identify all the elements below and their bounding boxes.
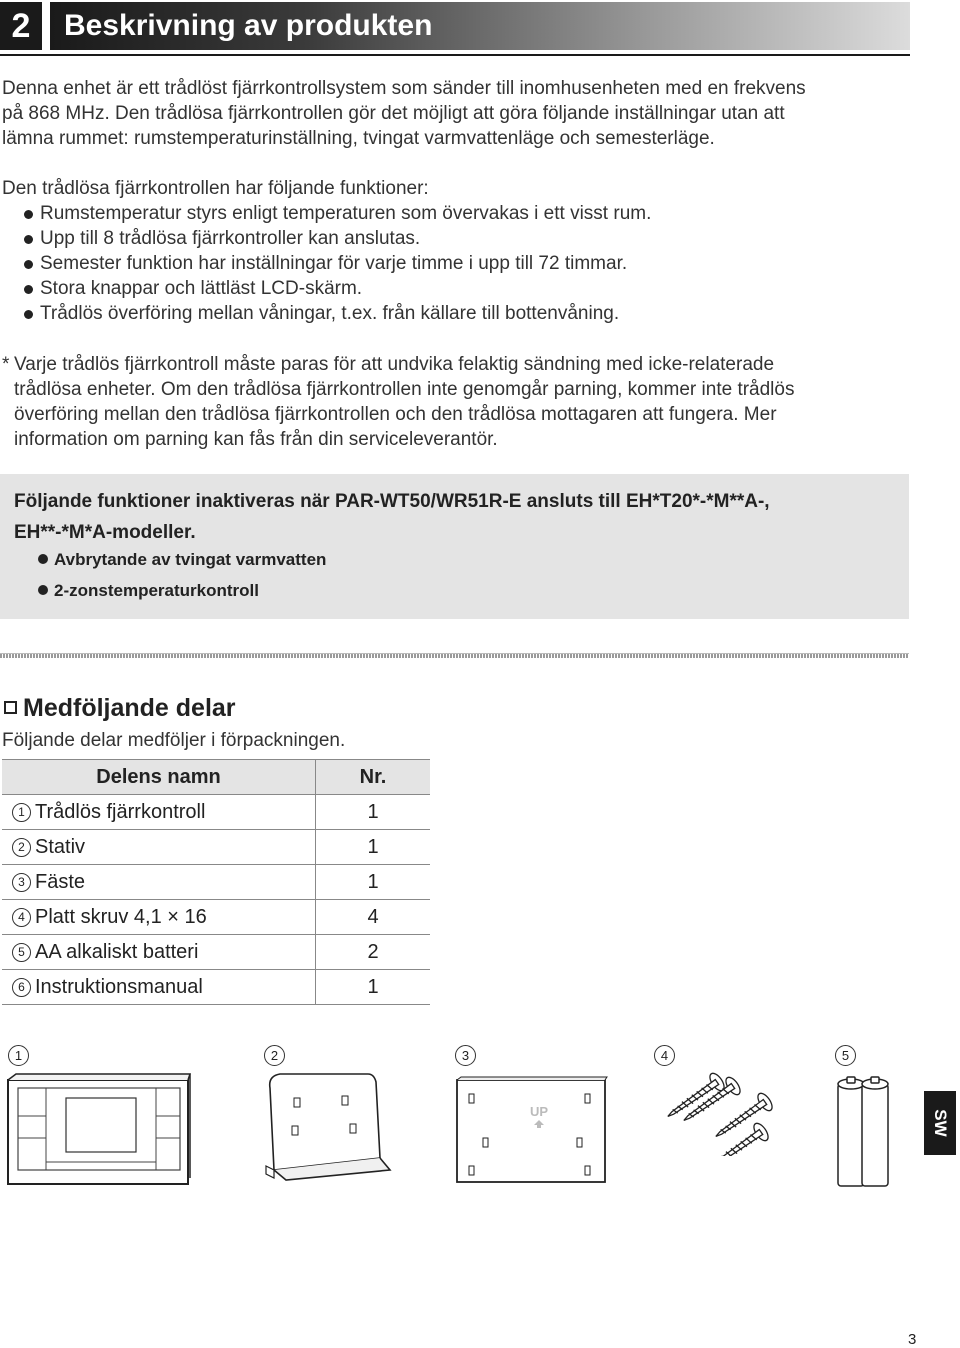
functions-lead: Den trådlösa fjärrkontrollen har följande funktioner: [2,178,429,199]
square-icon [4,701,17,714]
stand-illustration [264,1070,394,1182]
pairing-note [2,352,907,452]
illustration-label: 1 [8,1045,29,1066]
bullet-icon [38,554,48,564]
dotted-divider [0,653,909,658]
chapter-title-bar [50,2,910,50]
table-row [2,830,430,865]
table-row [2,935,430,970]
list-item: Trådlös överföring mellan våningar, t.ex. från källare till bottenvåning. [2,301,912,326]
column-header-name: Delens namn [2,760,316,795]
parts-subtitle: Följande delar medföljer i förpackningen. [2,730,346,751]
table-row [2,900,430,935]
intro-paragraph [2,76,912,151]
header-rule [0,54,910,56]
list-item: Stora knappar och lättläst LCD-skärm. [2,276,912,301]
item-qty: 1 [316,830,431,865]
item-qty: 2 [316,935,431,970]
note-line: överföring mellan den trådlösa fjärrkontrollen och den trådlösa mottagaren att fungera. Mer [14,404,777,425]
table-header-row [2,760,430,795]
notice-title-line: EH**-*M*A-modeller. [14,522,196,543]
chapter-header [0,2,910,52]
parts-table [2,759,430,1005]
item-name: Stativ [35,835,86,858]
item-qty: 1 [316,795,431,830]
chapter-number: 2 [0,2,42,50]
note-line: trådlösa enheter. Om den trådlösa fjärrkontrollen inte genomgår parning, kommer inte trådlös [14,379,795,400]
chapter-title: Beskrivning av produkten [64,9,433,42]
table-row [2,970,430,1005]
intro-line: Denna enhet är ett trådlöst fjärrkontrollsystem som sänder till inomhusenheten med en frekvens [2,78,806,99]
table-row [2,795,430,830]
table-row [2,865,430,900]
item-number: 6 [12,978,31,997]
language-tab: SW [924,1091,956,1155]
notice-item: 2-zonstemperaturkontroll [38,581,259,601]
item-number: 5 [12,943,31,962]
intro-line: lämna rummet: rumstemperaturinställning, tvingat varmvattenläge och semesterläge. [2,128,715,149]
remote-controller-illustration [6,1072,192,1188]
item-name: Instruktionsmanual [35,975,203,998]
column-header-qty: Nr. [316,760,431,795]
list-item: Semester funktion har inställningar för varje timme i upp till 72 timmar. [2,251,912,276]
item-name: Fäste [35,870,86,893]
list-item: Rumstemperatur styrs enligt temperaturen som övervakas i ett visst rum. [2,201,912,226]
item-number: 4 [12,908,31,927]
illustration-label: 4 [654,1045,675,1066]
illustration-label: 2 [264,1045,285,1066]
item-number: 3 [12,873,31,892]
functions-list [2,201,912,326]
screws-illustration [655,1072,773,1156]
page-number: 3 [908,1331,917,1348]
item-qty: 4 [316,900,431,935]
notice-box [0,474,909,619]
item-name: AA alkaliskt batteri [35,940,199,963]
parts-heading: Medföljande delar [4,694,236,723]
item-name: Trådlös fjärrkontroll [35,800,206,823]
illustration-label: 3 [455,1045,476,1066]
illustration-label: 5 [835,1045,856,1066]
item-number: 2 [12,838,31,857]
batteries-illustration [834,1074,894,1190]
notice-title-line: Följande funktioner inaktiveras när PAR-WT50/WR51R-E ansluts till EH*T20*-*M**A-, [14,491,770,512]
bracket-illustration [455,1076,609,1186]
item-number: 1 [12,803,31,822]
notice-title [14,486,894,548]
item-qty: 1 [316,865,431,900]
functions-section [2,176,912,326]
note-line: * Varje trådlös fjärrkontroll måste paras för att undvika felaktig sändning med icke-relaterade [2,354,775,375]
list-item: Upp till 8 trådlösa fjärrkontroller kan anslutas. [2,226,912,251]
note-asterisk: * [2,354,10,375]
intro-line: på 868 MHz. Den trådlösa fjärrkontrollen gör det möjligt att göra följande inställningar utan att [2,103,785,124]
item-name: Platt skruv 4,1 × 16 [35,905,207,928]
item-qty: 1 [316,970,431,1005]
bullet-icon [38,585,48,595]
up-label: UP [529,1104,549,1119]
note-line: information om parning kan fås från din serviceleverantör. [14,429,498,450]
notice-item: Avbrytande av tvingat varmvatten [38,550,326,570]
